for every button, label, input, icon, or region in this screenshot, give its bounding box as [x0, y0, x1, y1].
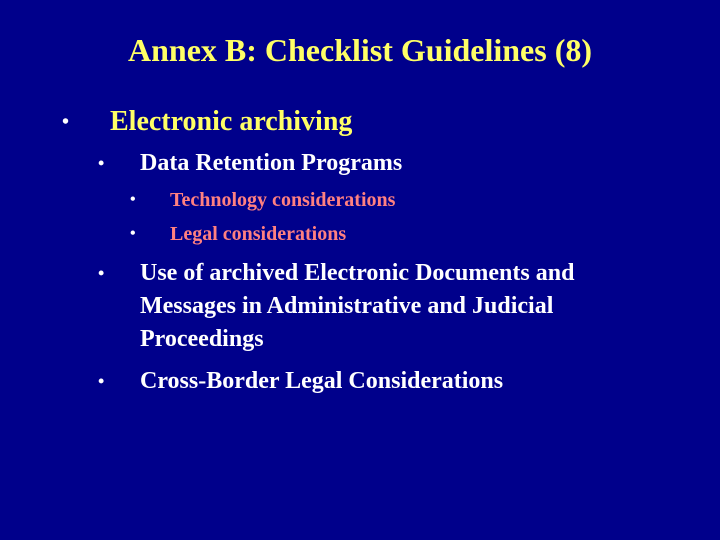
bullet-icon: •	[98, 153, 105, 173]
bullet-text: Legal considerations	[170, 223, 347, 245]
bullet-icon: •	[62, 111, 70, 133]
bullet-item-level1	[62, 106, 462, 140]
bullet-icon: •	[130, 225, 136, 242]
bullet-icon: •	[130, 191, 136, 208]
bullet-item-level2	[98, 258, 698, 354]
bullet-text-line: Messages in Administrative and Judicial	[140, 293, 554, 319]
bullet-text-line: Use of archived Electronic Documents and	[140, 260, 575, 286]
bullet-icon: •	[98, 263, 105, 283]
bullet-item-level2	[98, 366, 658, 396]
slide-title: Annex B: Checklist Guidelines (8)	[127, 32, 593, 68]
bullet-item-level2	[98, 148, 518, 178]
bullet-text-line: Proceedings	[140, 326, 264, 352]
bullet-text: Data Retention Programs	[140, 150, 403, 176]
bullet-text: Technology considerations	[170, 189, 396, 211]
bullet-item-level3	[130, 221, 470, 247]
bullet-icon: •	[98, 371, 105, 391]
bullet-text: Electronic archiving	[110, 106, 353, 137]
bullet-text: Cross-Border Legal Considerations	[140, 368, 504, 394]
bullet-item-level3	[130, 187, 470, 213]
